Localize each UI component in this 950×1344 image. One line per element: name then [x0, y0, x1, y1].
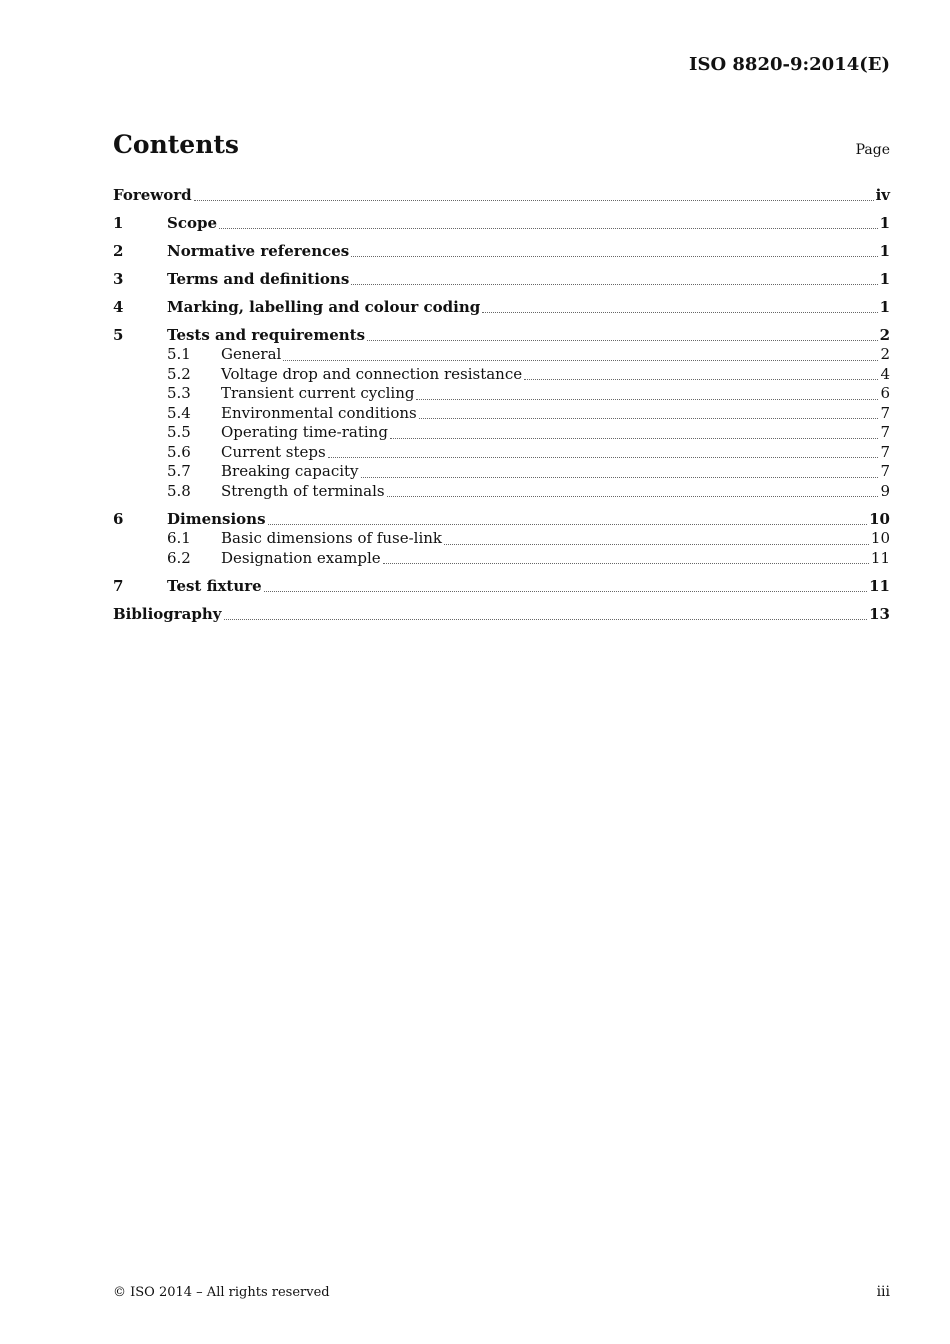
dot-leader [219, 227, 878, 229]
dot-leader [283, 359, 878, 361]
dot-leader [268, 523, 868, 525]
toc-entry-tests-and-requirements[interactable] [113, 326, 890, 345]
toc-entry-number: 5.3 [167, 384, 191, 402]
dot-leader [361, 476, 879, 478]
toc-entry-number: 6.1 [167, 529, 191, 547]
toc-entry-label: General [221, 345, 282, 363]
toc-entry-number: 3 [113, 270, 124, 288]
toc-entry-transient-current-cycling[interactable] [113, 384, 890, 404]
toc-entry-dimensions[interactable] [113, 510, 890, 529]
page-column-label: Page [855, 142, 890, 158]
toc-entry-page: 11 [870, 548, 890, 567]
toc-entry-page: 10 [870, 529, 890, 547]
toc-entry-number: 5.6 [167, 442, 191, 461]
toc-entry-page: 1 [879, 270, 890, 288]
copyright-notice: © ISO 2014 – All rights reserved [113, 1285, 330, 1300]
toc-entry-page: 4 [880, 364, 890, 383]
toc-entry-designation-example[interactable] [113, 549, 890, 569]
toc-entry-page: iv [875, 186, 890, 204]
toc-entry-bibliography[interactable] [113, 605, 890, 624]
toc-entry-page: 7 [880, 462, 890, 480]
toc-entry-strength-of-terminals[interactable] [113, 482, 890, 502]
dot-leader [390, 437, 879, 439]
toc-entry-current-steps[interactable] [113, 443, 890, 463]
toc-entry-page: 7 [880, 442, 890, 461]
toc-entry-label: Test fixture [167, 577, 262, 595]
toc-entry-number: 2 [113, 242, 124, 260]
dot-leader [383, 562, 869, 564]
toc-entry-page: 11 [869, 577, 890, 595]
toc-entry-label: Terms and definitions [167, 270, 350, 288]
toc-entry-general[interactable] [113, 345, 890, 365]
toc-entry-foreword[interactable] [113, 186, 890, 205]
toc-entry-terms-and-definitions[interactable] [113, 270, 890, 289]
dot-leader [328, 456, 879, 458]
toc-entry-page: 7 [880, 423, 890, 441]
toc-entry-label: Normative references [167, 242, 350, 260]
contents-title: Contents [113, 130, 240, 159]
toc-entry-number: 5.7 [167, 462, 191, 480]
toc-entry-number: 6 [113, 510, 124, 528]
toc-entry-page: 2 [879, 326, 890, 344]
toc-entry-marking-labelling[interactable] [113, 298, 890, 317]
toc-entry-environmental-conditions[interactable] [113, 404, 890, 424]
toc-entry-page: 7 [880, 403, 890, 422]
toc-entry-number: 5 [113, 326, 124, 344]
toc-entry-page: 6 [880, 384, 890, 402]
page-number: iii [876, 1284, 890, 1300]
toc-entry-number: 1 [113, 214, 124, 232]
toc-entry-operating-time-rating[interactable] [113, 423, 890, 443]
toc-entry-number: 4 [113, 298, 124, 316]
dot-leader [387, 495, 879, 497]
toc-entry-page: 1 [879, 214, 890, 232]
dot-leader [416, 398, 878, 400]
toc-entry-label: Bibliography [113, 605, 222, 623]
toc-entry-number: 5.8 [167, 481, 191, 500]
toc-entry-scope[interactable] [113, 214, 890, 233]
toc-entry-label: Marking, labelling and colour coding [167, 298, 481, 316]
dot-leader [367, 339, 878, 341]
toc-entry-number: 5.2 [167, 364, 191, 383]
dot-leader [524, 378, 878, 380]
toc-entry-number: 5.5 [167, 423, 191, 441]
toc-entry-number: 5.1 [167, 345, 191, 363]
table-of-contents [113, 186, 890, 624]
dot-leader [194, 199, 874, 201]
dot-leader [444, 543, 869, 545]
toc-entry-number: 5.4 [167, 403, 191, 422]
toc-entry-label: Voltage drop and connection resistance [221, 364, 523, 383]
toc-entry-label: Scope [167, 214, 218, 232]
toc-entry-page: 9 [880, 481, 890, 500]
toc-entry-basic-dimensions[interactable] [113, 529, 890, 549]
toc-entry-number: 7 [113, 577, 124, 595]
toc-entry-normative-references[interactable] [113, 242, 890, 261]
dot-leader [224, 618, 868, 620]
toc-entry-number: 6.2 [167, 548, 191, 567]
toc-entry-page: 10 [869, 510, 890, 528]
toc-entry-page: 1 [879, 242, 890, 260]
toc-entry-page: 2 [880, 345, 890, 363]
toc-entry-label: Environmental conditions [221, 403, 417, 422]
toc-entry-label: Dimensions [167, 510, 266, 528]
toc-entry-page: 13 [869, 605, 890, 623]
document-id: ISO 8820-9:2014(E) [689, 54, 890, 75]
dot-leader [351, 255, 877, 257]
toc-entry-voltage-drop[interactable] [113, 365, 890, 385]
toc-entry-label: Operating time-rating [221, 423, 388, 441]
dot-leader [351, 283, 877, 285]
dot-leader [482, 311, 877, 313]
toc-entry-breaking-capacity[interactable] [113, 462, 890, 482]
dot-leader [419, 417, 879, 419]
toc-entry-label: Strength of terminals [221, 481, 385, 500]
toc-entry-label: Designation example [221, 548, 381, 567]
toc-entry-test-fixture[interactable] [113, 577, 890, 596]
toc-entry-label: Current steps [221, 442, 326, 461]
toc-entry-label: Foreword [113, 186, 192, 204]
dot-leader [264, 590, 867, 592]
toc-entry-label: Breaking capacity [221, 462, 359, 480]
toc-entry-page: 1 [879, 298, 890, 316]
toc-entry-label: Basic dimensions of fuse-link [221, 529, 442, 547]
toc-entry-label: Tests and requirements [167, 326, 366, 344]
toc-entry-label: Transient current cycling [221, 384, 415, 402]
